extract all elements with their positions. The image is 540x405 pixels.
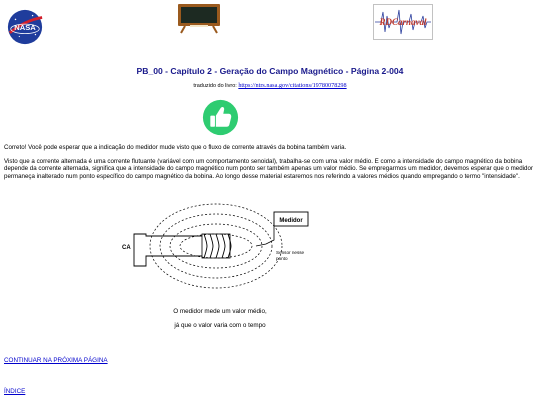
translation-credit (0, 82, 540, 89)
rdcarnaval-logo (373, 4, 433, 40)
field-line (180, 234, 252, 258)
sensor-label-2: ponto (276, 256, 288, 261)
paragraph-correct: Correto! Você pode esperar que a indicação do medidor mude visto que o fluxo de corrente através da bobina também varia. (4, 144, 347, 151)
field-line (170, 224, 262, 268)
ca-label: CA (122, 245, 131, 251)
caption-line-2: já que o valor varia com o tempo (174, 322, 266, 329)
sensor-label-1: Sensor nesse (276, 250, 305, 255)
meter-label: Medidor (279, 218, 303, 224)
coil-field-diagram (116, 194, 324, 304)
next-page-link[interactable]: CONTINUAR NA PRÓXIMA PÁGINA (4, 357, 108, 364)
blackboard-icon (176, 2, 222, 34)
thumbs-up-icon (202, 99, 239, 136)
index-link[interactable]: ÍNDICE (4, 388, 26, 395)
svg-text:RDCarnaval: RDCarnaval (379, 17, 427, 27)
svg-text:NASA: NASA (14, 22, 36, 32)
field-line (160, 214, 272, 278)
page-title: PB_00 - Capítulo 2 - Geração do Campo Magnético - Página 2-004 (136, 66, 404, 76)
credit-label: traduzido do livro: (193, 83, 237, 89)
source-link[interactable]: https://ntrs.nasa.gov/citations/19780078298 (238, 82, 347, 89)
caption-line-1: O medidor mede um valor médio, (173, 308, 267, 315)
nasa-logo (6, 8, 44, 46)
paragraph-explanation: Visto que a corrente alternada é uma corrente flutuante (variável com um comportamento senoidal), trabalha-se com uma valor médio. E como a intensidade do campo magnético da bobina depende da corrente alternada, significa que a intensidade do campo magnético num ponto ser também apenas um valor médio. Se empregarmos um medidor, devemos esperar que o medidor permaneça inalterado num ponto específico do campo magnético da bobina. Ao longo desse material estaremos nos referindo a valores médios quando empregando o termo "intensidade". (4, 158, 533, 180)
